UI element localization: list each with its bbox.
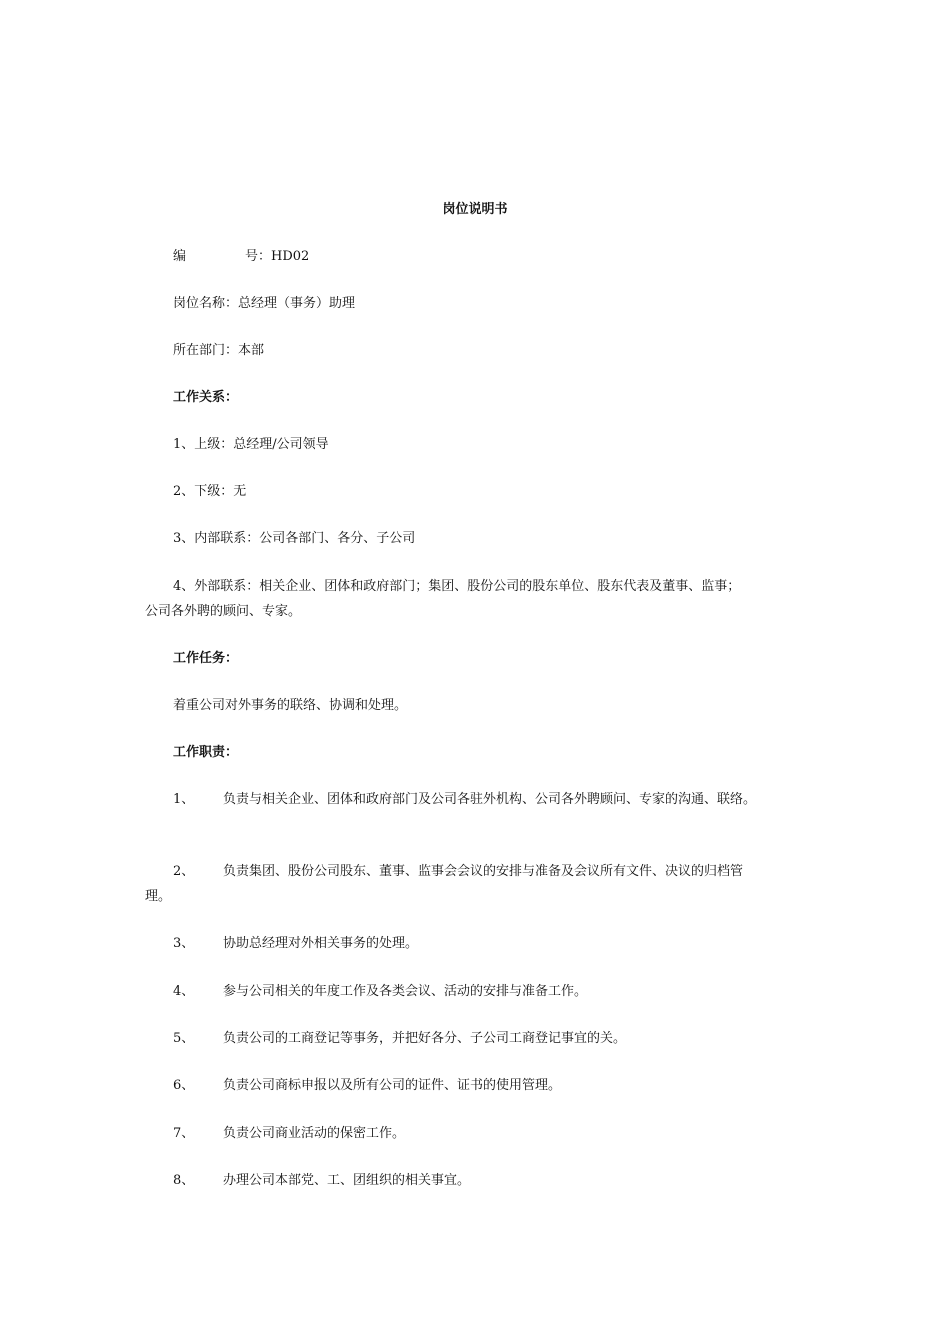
position-name: 岗位名称：总经理（事务）助理 (173, 296, 356, 311)
relation-item: 4、外部联系：相关企业、团体和政府部门；集团、股份公司的股东单位、股东代表及董事、监事； (173, 579, 741, 594)
department: 所在部门：本部 (173, 343, 265, 358)
duty-text: 负责集团、股份公司股东、董事、监事会会议的安排与准备及会议所有文件、决议的归档管 (223, 864, 744, 879)
duty-number: 3、 (173, 936, 195, 951)
code-label: 编 (173, 249, 187, 264)
task-text: 着重公司对外事务的联络、协调和处理。 (173, 698, 408, 713)
duty-text-continuation: 理。 (145, 889, 172, 904)
duty-number: 6、 (173, 1078, 195, 1093)
duty-text: 负责公司商标申报以及所有公司的证件、证书的使用管理。 (223, 1078, 562, 1093)
duty-text: 参与公司相关的年度工作及各类会议、活动的安排与准备工作。 (223, 984, 588, 999)
duty-number: 7、 (173, 1126, 195, 1141)
duty-number: 2、 (173, 864, 195, 879)
duty-text: 负责公司的工商登记等事务，并把好各分、子公司工商登记事宜的关。 (223, 1031, 627, 1046)
duty-text: 办理公司本部党、工、团组织的相关事宜。 (223, 1173, 471, 1188)
duty-text: 协助总经理对外相关事务的处理。 (223, 936, 419, 951)
duty-number: 4、 (173, 984, 195, 999)
relation-item: 1、上级：总经理/公司领导 (173, 437, 329, 452)
relation-item: 2、下级：无 (173, 484, 247, 499)
code-value: 号：HD02 (245, 249, 310, 264)
duty-number: 5、 (173, 1031, 195, 1046)
duties-heading: 工作职责： (173, 745, 239, 760)
duty-number: 1、 (173, 792, 195, 807)
duty-text: 负责与相关企业、团体和政府部门及公司各驻外机构、公司各外聘顾问、专家的沟通、联络。 (223, 792, 757, 807)
duty-text: 负责公司商业活动的保密工作。 (223, 1126, 406, 1141)
relation-item-continuation: 公司各外聘的顾问、专家。 (145, 604, 302, 619)
task-heading: 工作任务： (173, 651, 239, 666)
document-title: 岗位说明书 (442, 202, 508, 217)
duty-number: 8、 (173, 1173, 195, 1188)
relation-item: 3、内部联系：公司各部门、各分、子公司 (173, 531, 416, 546)
relations-heading: 工作关系： (173, 390, 239, 405)
